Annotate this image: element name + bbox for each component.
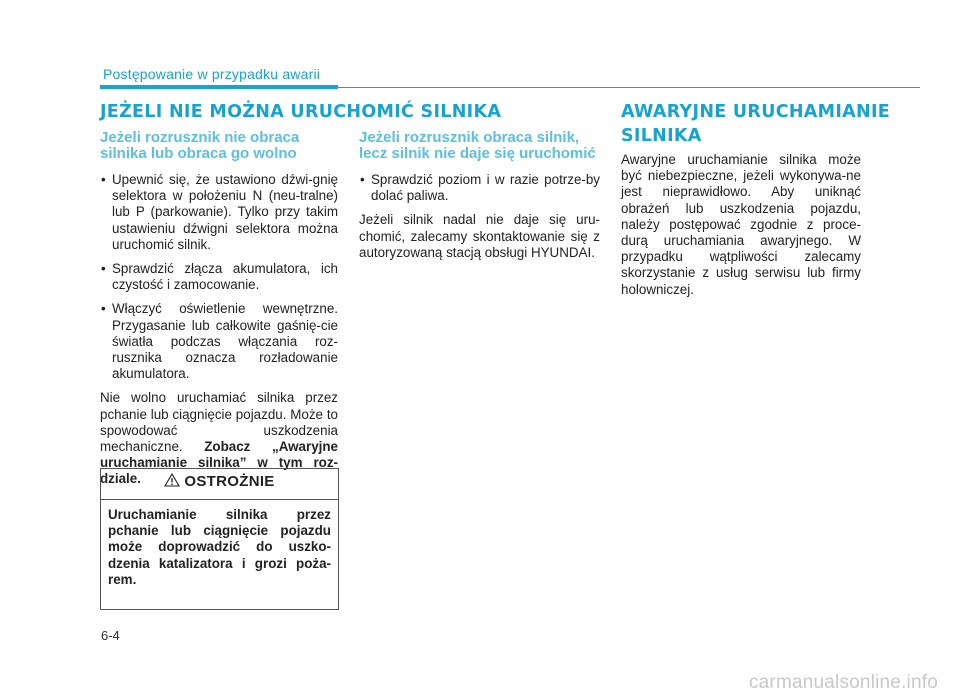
paragraph-text: Nie wolno uruchamiać silnika przez pchanie lub ciągnięcie pojazdu. Może to spowodować uszkodzenia mechaniczne. (100, 390, 338, 455)
section-title-jump-start (621, 101, 890, 148)
page-number: 6-4 (101, 628, 120, 643)
subtitle-starter-cranking: Jeżeli rozrusznik obraca silnik, lecz silnik nie daje się uruchomić (359, 129, 596, 162)
list-item: • Sprawdzić poziom i w razie potrze-by dolać paliwa. (359, 172, 600, 204)
column-3 (621, 152, 861, 306)
paragraph-reference: Zobacz „Awaryjne uruchamianie silnika” w tym roz-dziale. (100, 439, 338, 487)
list-item: • Sprawdzić złącza akumulatora, ich czystość i zamocowanie. (100, 261, 338, 293)
column-2 (359, 130, 600, 269)
header-line-thick (100, 85, 338, 89)
header-section-label: Postępowanie w przypadku awarii (103, 66, 321, 82)
caution-divider (101, 499, 338, 500)
warning-triangle-icon (164, 473, 180, 487)
caution-title: OSTROŻNIE (184, 473, 275, 490)
paragraph-contact-service: Jeżeli silnik nadal nie daje się uru-chomić, zalecamy skontaktowanie się z autoryzowaną stacją obsługi HYUNDAI. (359, 212, 600, 260)
list-item: • Włączyć oświetlenie wewnętrzne. Przygasanie lub całkowite gaśnię-cie światła podczas włączania roz-rusznika oznacza rozładowanie akumulatora. (100, 301, 338, 382)
watermark: carmanualsonline.info (748, 672, 938, 693)
bullet-list-1 (100, 172, 338, 382)
caution-box (100, 468, 339, 610)
section-title-line1: AWARYJNE URUCHAMIANIE (621, 102, 891, 122)
section-title-line2: SILNIKA (621, 126, 702, 146)
caution-text: Uruchamianie silnika przez pchanie lub ciągnięcie pojazdu może doprowadzić do uszko-dzenia katalizatora i grozi poża-rem. (108, 507, 331, 587)
bullet-list-2 (359, 172, 600, 204)
section-title-start-failure: JEŻELI NIE MOŻNA URUCHOMIĆ SILNIKA (100, 102, 502, 122)
caution-header (101, 473, 338, 490)
paragraph-jump-start: Awaryjne uruchamianie silnika może być niebezpieczne, jeżeli wykonywa-ne jest nieprawidłowo. Aby uniknąć obrażeń lub uszkodzenia pojazdu, należy postępować zgodnie z proce-durą uruchamiania awaryjnego. W przypadku wątpliwości zalecamy skorzystanie z usług serwisu lub firmy holowniczej. (621, 152, 861, 297)
header-line-thin (338, 87, 920, 88)
column-1 (100, 130, 338, 496)
list-item: • Upewnić się, że ustawiono dźwi-gnię selektora w położeniu N (neu-tralne) lub P (parkowanie). Tylko przy takim ustawieniu dźwigni selektora można uruchomić silnik. (100, 172, 338, 253)
subtitle-starter-not-cranking: Jeżeli rozrusznik nie obraca silnika lub obraca go wolno (100, 129, 300, 162)
